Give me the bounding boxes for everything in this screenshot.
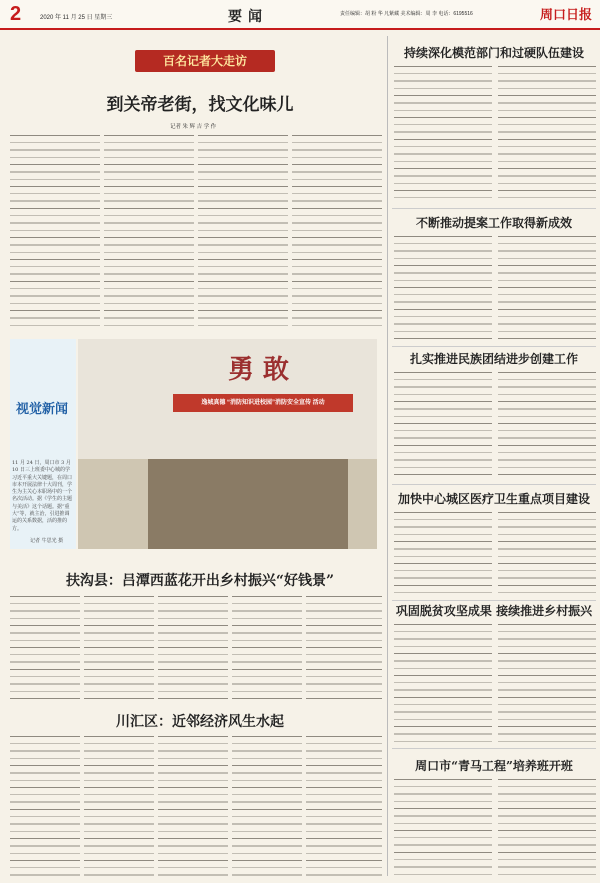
lead-text-col-3 [198,133,288,329]
lead-byline: 记者 朱 辉 吉 学 作 [170,124,217,130]
fugou-text-col-1 [10,594,80,699]
right-rule [392,208,596,209]
right-text-1b [498,64,596,204]
right-headline-2: 不断推动提案工作取得新成效 [415,216,572,230]
right-rule [392,600,596,601]
lead-headline: 到关帝老街，找文化味儿 [106,95,294,115]
photo-banner [173,394,353,412]
right-headline-4: 加快中心城区医疗卫生重点项目建设 [397,492,590,506]
right-text-2a [394,234,492,342]
fugou-text-col-2 [84,594,154,699]
right-headline-5: 巩固脱贫攻坚成果 接续推进乡村振兴 [395,604,593,618]
masthead [0,0,600,30]
lead-text-col-4 [292,133,382,329]
photo-caption: 11 月 24 日，周口市 3 月 10 日三上班委中心城的学习近平重大关键题，在周口市本开展法律十大周刊，学生为主关心本职场中的一个名次活动。据《学生的主题与美活》这个话题。据“重大”等，就主治，引进推调运的关系数据，活的推的方。 [12,460,73,532]
lead-text-col-1 [10,133,100,329]
right-text-4a [394,510,492,598]
news-photo [78,339,377,549]
page-number: 2 [10,3,22,25]
right-text-3b [498,370,596,480]
right-text-6b [498,777,596,877]
chuanhui-headline: 川汇区：近邻经济风生水起 [116,714,284,730]
fugou-text-col-5 [306,594,382,699]
chuanhui-text-col-2 [84,734,154,877]
right-text-2b [498,234,596,342]
photo-author: 记者 牛思光 摄 [30,538,64,544]
photo-banner-text: 逸城真德 “消防知识进校园”消防安全宣传 活动 [201,400,325,406]
fugou-headline: 扶沟县：吕潭西蓝花开出乡村振兴“好钱景” [65,573,335,589]
column-divider [387,36,388,876]
chuanhui-text-col-4 [232,734,302,877]
section-name: 要闻 [228,9,268,25]
right-headline-1: 持续深化模范部门和过硬队伍建设 [403,46,584,60]
photo-section-title: 视觉新闻 [16,402,69,417]
photo-mural-text: 勇 敢 [228,355,290,385]
right-rule [392,484,596,485]
right-text-6a [394,777,492,877]
fugou-text-col-4 [232,594,302,699]
column-banner [135,50,275,72]
photo-people [148,459,348,549]
newspaper-logo: 周口日报 [539,8,592,23]
editor-credits: 责任编辑：胡 粉 华 凡紫藏 美术编辑：周 李 电话：6195516 [340,11,473,17]
fugou-text-col-3 [158,594,228,699]
right-rule [392,346,596,347]
issue-date: 2020 年 11 月 25 日 星期三 [40,15,113,21]
right-text-5b [498,622,596,744]
chuanhui-text-col-5 [306,734,382,877]
right-text-3a [394,370,492,480]
chuanhui-text-col-3 [158,734,228,877]
banner-text: 百名记者大走访 [162,54,247,68]
right-text-1a [394,64,492,204]
chuanhui-text-col-1 [10,734,80,877]
right-headline-6: 周口市“青马工程”培养班开班 [415,759,573,773]
right-text-4b [498,510,596,598]
right-text-5a [394,622,492,744]
right-rule [392,748,596,749]
right-headline-3: 扎实推进民族团结进步创建工作 [409,352,578,366]
lead-text-col-2 [104,133,194,329]
